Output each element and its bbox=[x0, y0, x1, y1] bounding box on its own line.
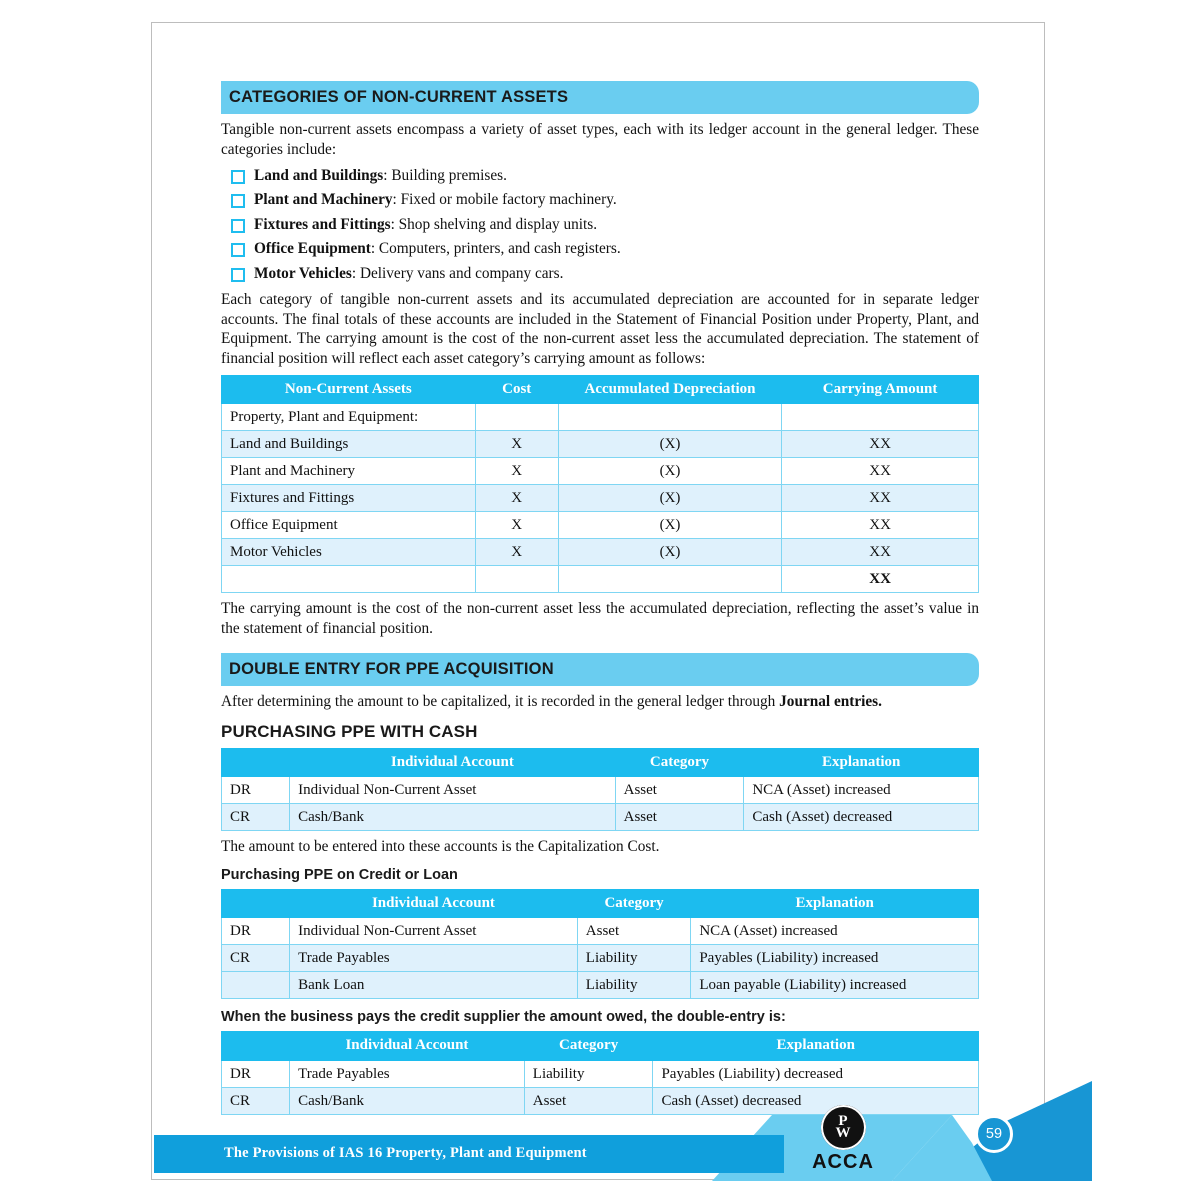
table-header-row bbox=[222, 376, 979, 404]
table-cell: (X) bbox=[558, 458, 781, 485]
checkbox-icon bbox=[231, 219, 245, 233]
bullet-text: : Computers, printers, and cash registers. bbox=[370, 240, 621, 258]
table-cell: X bbox=[475, 431, 558, 458]
table-cell bbox=[558, 404, 781, 431]
journal-entries-paragraph bbox=[221, 692, 979, 712]
bullet-label: Office Equipment bbox=[254, 240, 371, 258]
table-row bbox=[222, 972, 979, 999]
table-cell: Property, Plant and Equipment: bbox=[222, 404, 476, 431]
table-row bbox=[222, 804, 979, 831]
table-cell: DR bbox=[222, 777, 290, 804]
table-row bbox=[222, 777, 979, 804]
table-cell: Individual Non-Current Asset bbox=[290, 777, 616, 804]
table-cell: Fixtures and Fittings bbox=[222, 485, 476, 512]
table-cell: Individual Non-Current Asset bbox=[290, 918, 578, 945]
table-cell bbox=[558, 566, 781, 593]
heading-pays-credit-supplier: When the business pays the credit supplier the amount owed, the double-entry is: bbox=[221, 1009, 786, 1026]
logo-letter-w: W bbox=[835, 1125, 851, 1141]
column-header: Individual Account bbox=[290, 890, 578, 918]
column-header bbox=[222, 1032, 290, 1060]
table-cell: DR bbox=[222, 1060, 290, 1087]
table-cell: (X) bbox=[558, 485, 781, 512]
table-header-row bbox=[222, 1032, 979, 1060]
table-cell: Payables (Liability) increased bbox=[691, 945, 979, 972]
table-cell: XX bbox=[782, 539, 979, 566]
list-item bbox=[221, 166, 979, 186]
table-header-row bbox=[222, 890, 979, 918]
checkbox-icon bbox=[231, 243, 245, 257]
table-cell: X bbox=[475, 512, 558, 539]
column-header: Carrying Amount bbox=[782, 376, 979, 404]
table-cell bbox=[475, 566, 558, 593]
table-cell: XX bbox=[782, 485, 979, 512]
list-item bbox=[221, 239, 979, 259]
bullet-label: Land and Buildings bbox=[254, 166, 384, 184]
footer-title: The Provisions of IAS 16 Property, Plant and Equipment bbox=[224, 1145, 587, 1161]
pw-monogram-icon bbox=[821, 1105, 866, 1150]
asset-categories-list bbox=[221, 166, 979, 284]
table-cell: Plant and Machinery bbox=[222, 458, 476, 485]
checkbox-icon bbox=[231, 170, 245, 184]
document-page bbox=[151, 22, 1045, 1180]
table-cell: Asset bbox=[524, 1087, 653, 1114]
column-header: Individual Account bbox=[290, 1032, 525, 1060]
table-row bbox=[222, 485, 979, 512]
capitalization-cost-note: The amount to be entered into these accounts is the Capitalization Cost. bbox=[221, 838, 660, 856]
table-cell: CR bbox=[222, 804, 290, 831]
column-header: Non-Current Assets bbox=[222, 376, 476, 404]
checkbox-icon bbox=[231, 268, 245, 282]
table-cell: X bbox=[475, 485, 558, 512]
table-cell: Liability bbox=[577, 945, 691, 972]
table-cell: (X) bbox=[558, 431, 781, 458]
bullet-text: : Building premises. bbox=[383, 166, 507, 184]
table-cell: Cash/Bank bbox=[290, 804, 616, 831]
heading-purchasing-credit: Purchasing PPE on Credit or Loan bbox=[221, 867, 458, 884]
table-cell: (X) bbox=[558, 539, 781, 566]
carrying-amount-note: The carrying amount is the cost of the non-current asset less the accumulated depreciation, reflecting the asset’s value in the statement of financial position. bbox=[221, 600, 979, 638]
table-row bbox=[222, 918, 979, 945]
table-cell: XX bbox=[782, 431, 979, 458]
section-banner-double-entry: DOUBLE ENTRY FOR PPE ACQUISITION bbox=[221, 653, 979, 686]
table-cell: Asset bbox=[615, 777, 744, 804]
table-cell: Cash (Asset) decreased bbox=[653, 1087, 979, 1114]
table-cell: Cash (Asset) decreased bbox=[744, 804, 979, 831]
journal-entries-bold: Journal entries. bbox=[779, 693, 882, 711]
table-cell: X bbox=[475, 458, 558, 485]
page-content bbox=[221, 81, 979, 1121]
table-row bbox=[222, 512, 979, 539]
section-banner-categories: CATEGORIES OF NON-CURRENT ASSETS bbox=[221, 81, 979, 114]
intro-paragraph: Tangible non-current assets encompass a variety of asset types, each with its ledger account in the general ledger. These categories include: bbox=[221, 121, 979, 158]
column-header: Explanation bbox=[744, 749, 979, 777]
table-cell: Motor Vehicles bbox=[222, 539, 476, 566]
table-cell: Loan payable (Liability) increased bbox=[691, 972, 979, 999]
table-cell: X bbox=[475, 539, 558, 566]
column-header: Individual Account bbox=[290, 749, 616, 777]
table-cell: Office Equipment bbox=[222, 512, 476, 539]
table-cell: Bank Loan bbox=[290, 972, 578, 999]
bullet-text: : Shop shelving and display units. bbox=[390, 215, 598, 233]
journal-intro-text: After determining the amount to be capitalized, it is recorded in the general ledger through bbox=[221, 693, 780, 711]
footer-title-bar bbox=[154, 1135, 784, 1173]
bullet-text: : Fixed or mobile factory machinery. bbox=[392, 191, 617, 209]
column-header bbox=[222, 749, 290, 777]
table-cell: CR bbox=[222, 945, 290, 972]
table-cell: Trade Payables bbox=[290, 1060, 525, 1087]
heading-purchasing-cash: PURCHASING PPE WITH CASH bbox=[221, 722, 478, 742]
bullet-label: Motor Vehicles bbox=[254, 265, 352, 283]
table-cell: Liability bbox=[524, 1060, 653, 1087]
table-cell bbox=[222, 566, 476, 593]
column-header: Category bbox=[577, 890, 691, 918]
column-header: Category bbox=[615, 749, 744, 777]
column-header: Explanation bbox=[691, 890, 979, 918]
body-paragraph-categories: Each category of tangible non-current assets and its accumulated depreciation are accounted for in separate ledger accounts. The final totals of these accounts are included in the Statement of Financial Position under Property, Plant, and Equipment. The carrying amount is the cost of the non-current asset less the accumulated depreciation. The statement of financial position will reflect each asset category’s carrying amount as follows: bbox=[221, 290, 979, 368]
checkbox-icon bbox=[231, 194, 245, 208]
table-cell: Asset bbox=[577, 918, 691, 945]
table-cell: NCA (Asset) increased bbox=[691, 918, 979, 945]
bullet-text: : Delivery vans and company cars. bbox=[351, 265, 564, 283]
column-header: Accumulated Depreciation bbox=[558, 376, 781, 404]
table-cell bbox=[222, 972, 290, 999]
table-cell: Asset bbox=[615, 804, 744, 831]
table-cell: XX bbox=[782, 458, 979, 485]
column-header: Category bbox=[524, 1032, 653, 1060]
column-header: Cost bbox=[475, 376, 558, 404]
logo-letter-p: P bbox=[838, 1113, 848, 1129]
page-footer bbox=[152, 1093, 1046, 1181]
table-header-row bbox=[222, 749, 979, 777]
table-cell: NCA (Asset) increased bbox=[744, 777, 979, 804]
list-item bbox=[221, 215, 979, 235]
table-cell bbox=[475, 404, 558, 431]
purchasing-cash-table bbox=[221, 748, 979, 831]
table-cell: Cash/Bank bbox=[290, 1087, 525, 1114]
purchasing-credit-table bbox=[221, 889, 979, 999]
page-number-badge: 59 bbox=[975, 1115, 1013, 1153]
table-row bbox=[222, 566, 979, 593]
table-cell: Trade Payables bbox=[290, 945, 578, 972]
table-row bbox=[222, 1060, 979, 1087]
logo-brand-text: ACCA bbox=[812, 1151, 874, 1173]
list-item bbox=[221, 190, 979, 210]
bullet-label: Fixtures and Fittings bbox=[254, 215, 391, 233]
non-current-assets-table bbox=[221, 375, 979, 593]
table-cell bbox=[782, 404, 979, 431]
table-cell: CR bbox=[222, 1087, 290, 1114]
bullet-label: Plant and Machinery bbox=[254, 191, 393, 209]
table-row bbox=[222, 539, 979, 566]
table-cell: DR bbox=[222, 918, 290, 945]
table-cell: XX bbox=[782, 566, 979, 593]
acca-logo bbox=[797, 1105, 889, 1174]
table-cell: XX bbox=[782, 512, 979, 539]
table-cell: Liability bbox=[577, 972, 691, 999]
table-cell: (X) bbox=[558, 512, 781, 539]
table-cell: Land and Buildings bbox=[222, 431, 476, 458]
table-row bbox=[222, 945, 979, 972]
table-row bbox=[222, 404, 979, 431]
list-item bbox=[221, 264, 979, 284]
column-header: Explanation bbox=[653, 1032, 979, 1060]
table-cell: Payables (Liability) decreased bbox=[653, 1060, 979, 1087]
column-header bbox=[222, 890, 290, 918]
table-row bbox=[222, 431, 979, 458]
table-row bbox=[222, 458, 979, 485]
